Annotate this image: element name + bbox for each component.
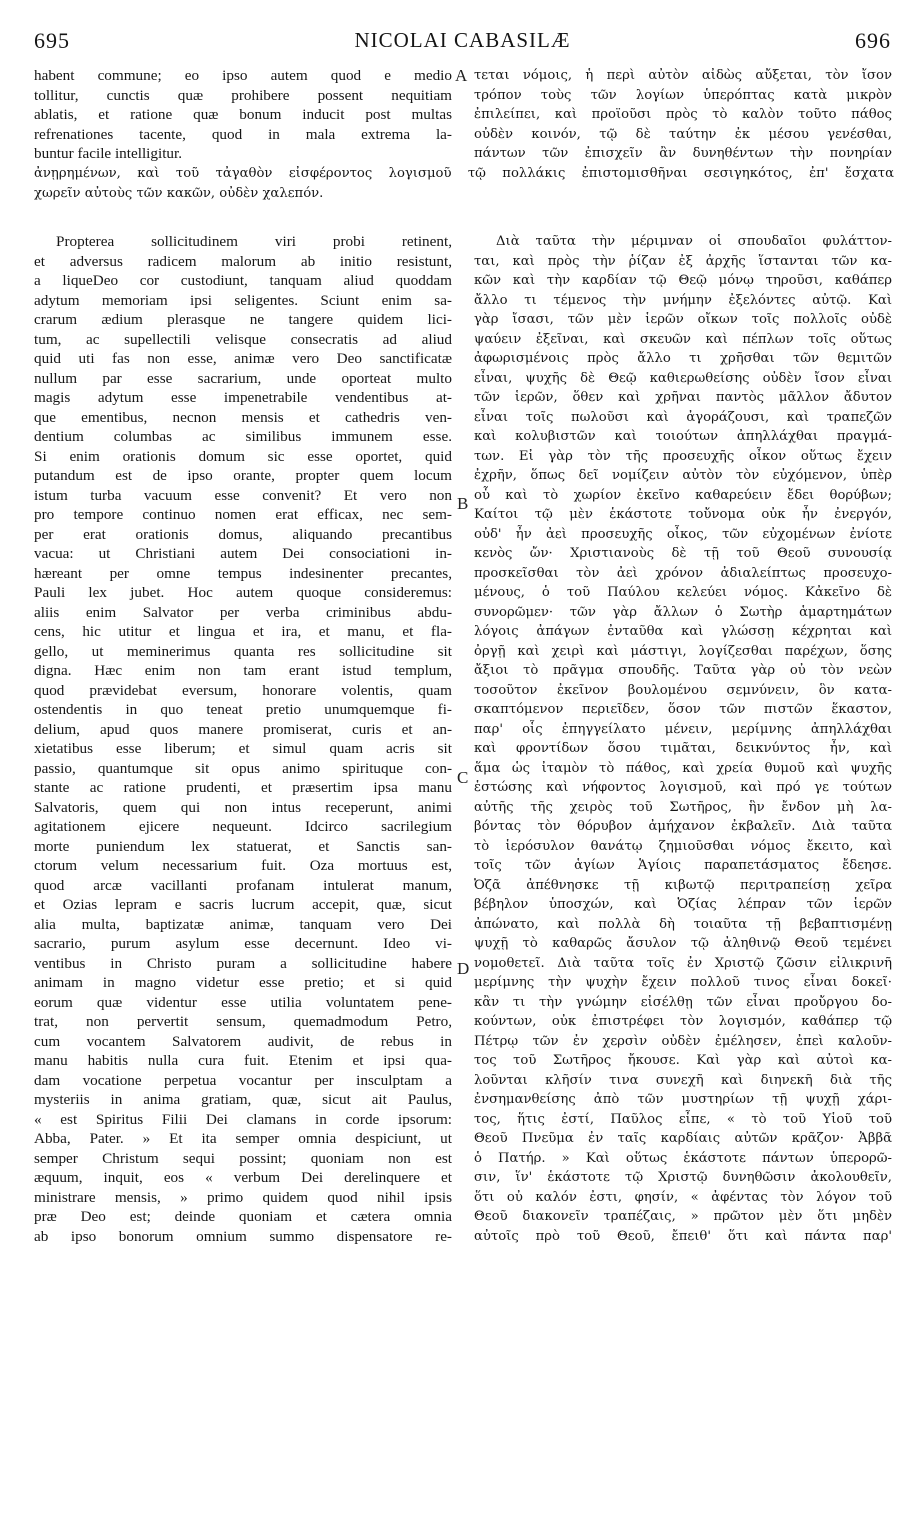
text-line: Θεοῦ Πνεῦμα ἐν ταῖς καρδίαις αὐτῶν κρᾶζον· Ἀββᾶ	[474, 1131, 892, 1146]
text-line: σκαπτόμενον περιεῖδεν, ὅσον τῶν πιστῶν ἕκαστον,	[474, 702, 892, 717]
text-line: quod arcæ vacillanti profanam intulerat manum,	[34, 876, 452, 894]
text-line: Si enim orationis domum sic esse oportet, quid	[34, 447, 452, 465]
text-line: quod prævidebat eversum, honorare volentis, quam	[34, 681, 452, 699]
text-line: Salvatoris, quem qui non intus receperunt, animi	[34, 798, 452, 816]
text-line: putandum est de ipso orante, propter quem locum	[34, 467, 452, 484]
greek-text-column	[474, 232, 892, 1246]
text-line: crarum ædium plerasque ne tangere quidem lici-	[34, 311, 452, 328]
text-line: λόγοις ἀπάγων ἐνταῦθα καὶ γλώσσῃ κέχρηται καὶ	[474, 624, 892, 639]
text-line: Διὰ ταῦτα τὴν μέριμναν οἱ σπουδαῖοι φυλάττον-	[496, 234, 892, 249]
text-line: τοσοῦτον ἐκεῖνον βουλομένου σεμνύνειν, ὃν κατα-	[474, 682, 892, 698]
text-line: τὸ ἱερόσυλον θανάτῳ ζημιοῦσθαι νόμος ἔκειτο, καὶ	[474, 838, 892, 854]
text-line: εἶναι, ψυχῆς δὲ Θεῷ καθιερωθείσης οὐδὲν ἴσον εἶναι	[474, 370, 892, 386]
text-line: stante ac ratione prudenti, et præsertim ipsa manu	[34, 779, 452, 796]
text-line: habent commune; eo ipso autem quod e medio	[34, 67, 452, 84]
text-line: tollitur, cunctis quæ prohibere possent nequitiam	[34, 86, 452, 104]
text-line: ψαύειν ἐξεῖναι, καὶ σκευῶν καὶ πέπλων τοῖς οὕτως	[474, 331, 892, 347]
text-line: τρόπον τοὺς τῶν λογίων ὑπερόπτας κατὰ μικρὸν	[474, 87, 892, 103]
text-line: ται, καὶ πρὸς τὴν ῥίζαν ἐξ ἀρχῆς ἵστανται τῶν κα-	[474, 253, 892, 269]
text-line: eorum quæ videntur esse utilia voluntatem pene-	[34, 993, 452, 1011]
text-line: ministrare mensis, » primo quidem quod nihil ipsis	[34, 1188, 452, 1206]
margin-marker-a: A	[455, 66, 468, 85]
text-line: passio, quantumque sit opus animo spirituque con-	[34, 759, 452, 777]
text-line: σιν, ἵν' ἑκάστοτε τῷ Χριστῷ δυνηθῶσιν ἀκολουθεῖν,	[474, 1170, 892, 1185]
latin-text-column	[34, 232, 452, 1246]
text-line: ἄξιοι τὸ πρᾶγμα σπουδῆς. Ταῦτα γὰρ οὐ τὸν νεὼν	[474, 663, 892, 678]
text-line: τοῖς τῶν ἁγίων Ἁγίοις παραπετάσματος ἔδεησε.	[474, 858, 892, 873]
running-title: NICOLAI CABASILÆ	[354, 28, 571, 52]
text-line: Πέτρῳ τῶν ἐν χερσὶν οὐδὲν ἐμέλησεν, ἐπεὶ καλοῦν-	[474, 1033, 892, 1049]
text-line: præ Deo est; deinde quoniam et cætera omnia	[34, 1208, 452, 1225]
text-line: μένους, ὁ τοῦ Παύλου κελεύει νόμος. Κἀκεῖνο δὲ	[474, 585, 892, 600]
page-header	[34, 28, 891, 58]
text-line: ἐνσημανθείσης ἀπὸ τῶν μυστηρίων τῇ ψυχῇ χάρι-	[474, 1092, 892, 1107]
text-line: ψυχῇ τὸ καθαρῶς ἄσυλον τῷ ἀληθινῷ Θεοῦ τεμένει	[474, 936, 892, 951]
text-line: ablatis, et ratione quæ bonum inducit post multas	[34, 106, 452, 123]
text-line: ctorum velum necessarium fuit. Oza mortuus est,	[34, 857, 452, 874]
text-line: « est Spiritus Filii Dei clamans in corde ipsorum:	[34, 1110, 452, 1128]
text-line: ὁ Πατήρ. » Καὶ οὕτως ἑκάστοτε πάντων ὑπερορῶ-	[474, 1150, 892, 1166]
text-line: κῶν καὶ τὴν καρδίαν τῷ Θεῷ μόνῳ τηροῦσι, καθάπερ	[474, 273, 892, 288]
text-line: αὐτοῖς πρὸ τοῦ Θεοῦ, ἔπειθ' ὅτι καὶ πάντα παρ'	[474, 1228, 892, 1244]
text-line: æquum, inquit, eos « verbum Dei derelinquere et	[34, 1169, 452, 1186]
text-line: digna. Hæc enim non tam erant istud templum,	[34, 662, 452, 679]
text-line: gello, ut meminerimus quanta res sollicitudine sit	[34, 642, 452, 660]
text-line: magis adytum esse impenetrabile vendentibus at-	[34, 389, 452, 406]
text-line: aliis enim Salvator per verba criminibus abdu-	[34, 603, 452, 621]
text-line: ἑστώσης καὶ νήφοντος λογισμοῦ, καὶ πρό γε τούτων	[474, 780, 892, 795]
text-line: hæreant per omne tempus indesinenter precantes,	[34, 564, 452, 582]
text-line: trat, non pervertit sensum, quemadmodum Petro,	[34, 1013, 452, 1030]
text-line: βέβηλον ὑποσχών, καὶ Ὀζίας λέπραν τῶν ἱερῶν	[474, 897, 892, 912]
text-line: κούντων, οὐκ ἐπιστρέφει τὸν λογισμόν, καθάπερ τῷ	[474, 1014, 892, 1029]
text-line: xietatibus esse liberum; et simul quam acris sit	[34, 740, 452, 757]
text-line: τεται νόμοις, ἡ περὶ αὐτὸν αἰδὼς αὔξεται, τὸν ἴσον	[474, 68, 892, 83]
text-line: ἀπώνατο, καὶ πολλὰ δὴ τοιαῦτα τῇ βεβαπτισμένῃ	[474, 916, 892, 932]
text-line: οὐδὲν κοινόν, τῷ δὲ ταύτην ἐκ μέσου γενέσθαι,	[474, 126, 892, 142]
text-line: Pauli lex jubet. Hoc autem quoque consideremus:	[34, 584, 452, 601]
text-line: οὗ καὶ τὸ χωρίον ἐκεῖνο καθαρεύειν ἔδει θορύβων;	[474, 487, 892, 503]
text-line: tum, ac supellectili velisque consecratis ad aliud	[34, 330, 452, 348]
text-line: ἐχρῆν, ὅπως δεῖ νομίζειν αὐτὸν τὸν εὐχόμενον, ὑπὲρ	[474, 468, 892, 483]
text-line: delium, apud quos manere promiserat, curis et an-	[34, 720, 452, 738]
text-line: alia multa, baptizatæ animæ, tanquam vero Dei	[34, 915, 452, 933]
text-line: dam vocatione perpetua vocantur per insculptam a	[34, 1071, 452, 1089]
text-line: οὐδ' ἦν ἀεὶ προσευχῆς οἶκος, τῶν εὐχομένων ἐνίοτε	[474, 526, 892, 542]
text-line: ventibus in Christo puram a sollicitudine habere	[34, 954, 452, 972]
text-line: συνορῶμεν· τῶν γὰρ ἄλλων ὁ Σωτὴρ ἁμαρτημάτων	[474, 604, 892, 620]
text-line: καὶ κολυβιστῶν καὶ τοιούτων ἀπηλλάχθαι πραγμά-	[474, 429, 892, 444]
text-line: et adversus radicem malorum ab initio resistunt,	[34, 252, 452, 270]
text-line: τῶν ἱερῶν, ὅθεν καὶ χρῆναι παντὸς μᾶλλον ἄδυτον	[474, 390, 892, 405]
text-line: μερίμνης τὴν ψυχὴν ἔχειν πολλοῦ τινος εἶναι δοκεῖ·	[474, 975, 892, 990]
text-line: εἶναι τοῖς πωλοῦσι καὶ ἀγοράζουσι, καὶ τραπεζῶν	[474, 409, 892, 425]
text-line: mysteriis in anima gratiam, quæ, sicut ait Paulus,	[34, 1091, 452, 1108]
text-line: animam in magno videtur esse pretio; et si quid	[34, 974, 452, 991]
text-line: τος, ἥτις ἐστί, Παῦλος εἶπε, « τὸ τοῦ Υἱοῦ τοῦ	[474, 1111, 892, 1127]
text-line: vacua: ut Christiani autem Dei consociationi in-	[34, 545, 452, 562]
text-line: Καίτοι τῷ μὲν ἑκάστοτε τοὔνομα οὐκ ἦν ἐνεργόν,	[474, 507, 892, 522]
text-line: semper Christum sequi possint; quoniam non est	[34, 1149, 452, 1167]
text-line: agitationem ejicere nequeunt. Idcirco sacrilegium	[34, 818, 452, 835]
text-line: λοῦνται κλῆσίν τινα συνεχῆ καὶ διηνεκῆ διὰ τῆς	[474, 1072, 892, 1088]
text-line: Θεοῦ διακονεῖν τραπέζαις, » πρῶτον μὲν ὅτι μηδὲν	[474, 1209, 892, 1224]
text-line: istum turba vacuum esse convenit? Et vero non	[34, 486, 452, 504]
margin-marker-d: D	[457, 959, 470, 978]
text-line: quid uti fas non esse, animæ vero Deo sanctificatæ	[34, 350, 452, 367]
text-line: νομοθετεῖ. Διὰ ταῦτα τοῖς ἐν Χριστῷ ζῶσιν εἰλικρινῆ	[474, 955, 892, 971]
text-line: καὶ φροντίδων ὅσου τιμᾶται, δεικνύντος ἦν, καὶ	[474, 741, 892, 756]
text-line: των. Εἰ γὰρ τὸν τῆς προσευχῆς οἶκον οὕτως ἔχειν	[474, 448, 892, 464]
page-number-left: 695	[34, 28, 70, 53]
text-line: ab ipso bonorum omnium summo dispensatore re-	[34, 1227, 452, 1245]
text-line: Propterea sollicitudinem viri probi retinent,	[56, 233, 452, 250]
text-line: ostendentis in quo teneat pretio unumquemque fi-	[34, 701, 452, 718]
text-line: τος τοῦ Σωτῆρος ἤκουσε. Καὶ γὰρ καὶ αὐτοὶ κα-	[474, 1053, 892, 1068]
text-line: a liqueDeo cor custodiunt, tanquam aliud quoddam	[34, 272, 452, 289]
text-line: per erat orationis domus, aliquando precantibus	[34, 525, 452, 543]
full-width-greek-lines	[34, 164, 894, 203]
text-line: adytum memoriam ipsi seligentes. Sciunt enim sa-	[34, 291, 452, 309]
text-line: ὀργῇ καὶ χειρὶ καὶ μάστιγι, λογίζεσθαι παρέχων, ὅσης	[474, 643, 892, 659]
margin-marker-c: C	[457, 768, 469, 787]
text-line: refrenationes tacente, quod in mala extrema la-	[34, 125, 452, 143]
text-line: κενὸς ὤν· Χριστιανοὺς δὲ τῇ τοῦ Θεοῦ συνουσίᾳ	[474, 546, 892, 561]
text-line: et Ozias lepram e sacris lucrum accepit, quæ, sicut	[34, 896, 452, 913]
text-line: προσκεῖσθαι τὸν ἀεὶ χρόνον ἀδιαλείπτως προσευχο-	[474, 565, 892, 581]
text-line: αὐτῆς τῆς χειρὸς τοῦ Σωτῆρος, ἣν ἔνδον μὴ λα-	[474, 799, 892, 815]
text-line: πάντων τῶν ἐπισχεῖν ἂν δυνηθέντων τὴν πονηρίαν	[474, 146, 892, 161]
text-line: Ὀζᾶ ἀπέθνησκε τῇ κιβωτῷ περιτραπείσῃ χεῖρα	[474, 877, 892, 893]
text-line: βόντας τὸν θόρυβον ἀμήχανον ἐκβαλεῖν. Διὰ ταῦτα	[474, 819, 892, 834]
text-line: ὅτι οὐ καλόν ἐστι, φησίν, « ἀφέντας τὸν λόγον τοῦ	[474, 1189, 892, 1205]
text-line: ἀφωρισμένοις πρὸς ἄλλο τι χρῆσθαι τῶν θεμιτῶν	[474, 351, 892, 366]
text-line: pro tempore continuo nomen erat efficax, nec sem-	[34, 506, 452, 523]
text-line: ἐπιλείπει, καὶ προϊοῦσι πρὸς τὸ καλὸν τοῦτο πάθος	[474, 107, 892, 122]
text-line: dentium columbas ac similibus immunem esse.	[34, 428, 452, 445]
top-greek-column	[474, 66, 892, 164]
text-line: cens, hic utitur et lingua et ira, et manu, et fla-	[34, 623, 452, 640]
text-line: παρ' οἷς ἐπηγγείλατο μένειν, μερίμνης ἀπηλλάχθαι	[474, 721, 892, 737]
text-line: nullum par esse sacrarium, unde oporteat multo	[34, 369, 452, 387]
top-latin-column	[34, 66, 452, 164]
text-line: buntur facile intelligitur.	[34, 145, 183, 162]
text-line: manu habitis nulla cura fuit. Etenim et ipsi qua-	[34, 1052, 452, 1069]
text-line: que ementibus, necnon mensis et cathedris ven-	[34, 408, 452, 426]
text-line: cum vocantem Salvatorem audivit, de rebus in	[34, 1032, 452, 1050]
page-number-right: 696	[855, 28, 891, 53]
text-line: morte puniendum lex statuerat, et Sanctis san-	[34, 837, 452, 855]
text-line: ἄλλο τι τέμενος τὴν μνήμην ἐξελόντες αὐτῷ. Καὶ	[474, 292, 892, 308]
margin-marker-b: B	[457, 494, 469, 513]
text-line: γὰρ ἴσασι, τῶν μὲν ἱερῶν οἴκων τοῖς πολλοῖς οὐδὲ	[474, 312, 892, 327]
text-line: Abba, Pater. » Et ita semper omnia despiciunt, ut	[34, 1130, 452, 1147]
text-line: ἀνῃρημένων, καὶ τοῦ τἀγαθὸν εἰσφέροντος λογισμοῦ τῷ πολλάκις ἐπιστομισθῆναι σεσιγηκότος, ἐπ' ἔσχατα	[34, 166, 894, 181]
text-line: sacrario, purum asylum esse decernunt. Ideo vi-	[34, 935, 452, 952]
text-line: ἅμα ὡς ἰταμὸν τὸ πάθος, καὶ χρεία θυμοῦ καὶ ψυχῆς	[474, 760, 892, 776]
text-line: κἂν τι τὴν γνώμην εἰσέλθῃ τῶν εἶναι προὔργου δο-	[474, 994, 892, 1010]
text-line: χωρεῖν αὐτοὺς τῶν κακῶν, οὐδὲν χαλεπόν.	[34, 185, 324, 201]
